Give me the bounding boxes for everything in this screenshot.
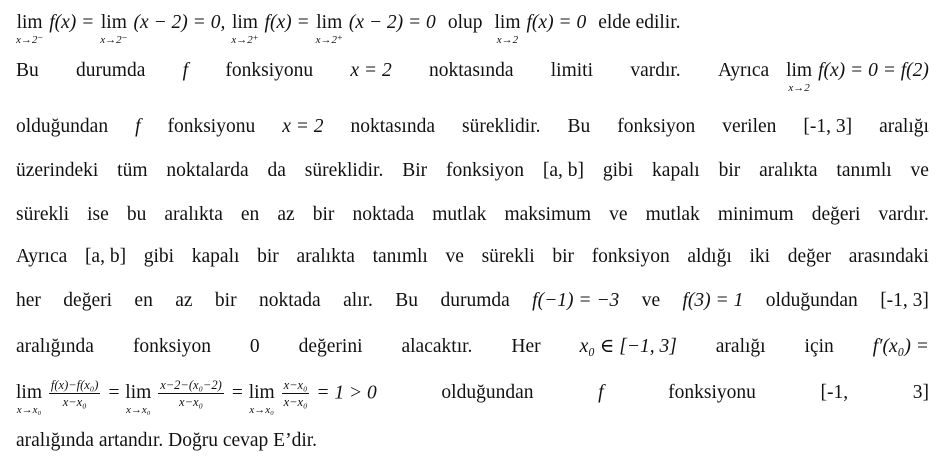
word: ve [609, 204, 628, 225]
word: Ayrıca lim x→2 f(x) = 0 = f(2) [717, 60, 929, 94]
word: değeri [811, 204, 861, 225]
word: Ayrıca [16, 246, 68, 267]
limit-x-to-x0: lim x→x₀ [125, 382, 152, 416]
word: aralıkta [759, 160, 818, 181]
word: da [267, 160, 286, 181]
word: Bu [16, 60, 39, 81]
text-line-3 [16, 116, 929, 138]
limit-two-sided: lim x→2 [786, 60, 813, 94]
word: ve [641, 290, 661, 311]
word: 3] [912, 382, 929, 404]
word: bir [214, 290, 237, 311]
text-line-6 [16, 246, 929, 268]
text-line-5 [16, 204, 929, 226]
word: durumda [76, 60, 146, 81]
math-expr: f(x) = 0 = f(2) [818, 60, 929, 81]
word: değerini [298, 336, 363, 357]
word: noktada [352, 204, 415, 225]
word: az [175, 290, 193, 311]
word: Her [511, 336, 541, 357]
word: tanımlı [836, 160, 892, 181]
word: noktasında [429, 60, 514, 81]
text-line-7 [16, 290, 929, 312]
derivative-limit-chain: lim x→x₀ $\frac{\text{f(x)−f(x₀)}}{\text{x−x₀}}$ = lim x→x₀ $\frac{\text{x−2−(x₀−2)}}{\text{x−x₀}}$ = lim x→x₀ $\frac{\text{x−x₀}}{\text{x−x₀}}$ = 1 > 0 [16, 378, 377, 416]
word: ve [445, 246, 464, 267]
word: noktada [258, 290, 321, 311]
word: en [134, 290, 153, 311]
math-x-eq-2: x = 2 [282, 116, 324, 137]
word: kapalı [191, 246, 240, 267]
word: bir [552, 246, 575, 267]
limit-x-to-x0: lim x→x₀ [248, 382, 275, 416]
word: elde edilir. [598, 12, 681, 33]
word: verilen [722, 116, 777, 137]
math-f-of-3: f(3) = 1 [682, 290, 744, 311]
word: 0 [249, 336, 260, 357]
math-expr: (x − 2) = 0, [133, 12, 226, 33]
word: üzerindeki [16, 160, 99, 181]
word: arasındaki [848, 246, 929, 267]
word: fonksiyon [132, 336, 211, 357]
word: az [277, 204, 295, 225]
word: her [16, 290, 41, 311]
word: [a, b] [84, 246, 127, 267]
word: fonksiyon [591, 246, 670, 267]
word: vardır. [630, 60, 681, 81]
word: aralıkta [164, 204, 223, 225]
word: tüm [117, 160, 148, 181]
math-fx: f(x) = [49, 12, 95, 33]
word: değeri [63, 290, 113, 311]
word: fonksiyon [445, 160, 524, 181]
word: maksimum [504, 204, 592, 225]
math-x-eq-2: x = 2 [350, 60, 392, 81]
word: bu [126, 204, 147, 225]
text-line-4 [16, 160, 929, 182]
word: Bir [402, 160, 428, 181]
word: değer [787, 246, 832, 267]
word: aralığında [16, 336, 94, 357]
word: [-1, [820, 382, 849, 404]
word: alır. [343, 290, 373, 311]
word: aralıkta [296, 246, 355, 267]
word: sürekli [16, 204, 70, 225]
limit-x-to-x0: lim x→x₀ [16, 382, 43, 416]
math-result: = 1 > 0 [316, 382, 377, 404]
math-expr: (x − 2) = 0 [348, 12, 436, 33]
word: bir [312, 204, 335, 225]
word: iki [749, 246, 771, 267]
limit-left-f: lim x→2⁻ [16, 12, 44, 46]
word: süreklidir. [461, 116, 541, 137]
math-x0-in-interval: x₀ ∈ [−1, 3] [579, 336, 677, 357]
word: noktalarda [166, 160, 249, 181]
word: bir [718, 160, 741, 181]
text-line-2 [16, 60, 929, 94]
word: mutlak [432, 204, 487, 225]
word: olup [447, 12, 483, 33]
word: ve [910, 160, 929, 181]
text-line-8 [16, 334, 929, 358]
word: fonksiyonu [167, 116, 256, 137]
math-f: f [182, 60, 189, 81]
math-f-of-minus-1: f(−1) = −3 [532, 290, 620, 311]
word: kapalı [652, 160, 700, 181]
word: fonksiyon [617, 116, 696, 137]
word: için [804, 336, 834, 357]
word: aldığı [687, 246, 732, 267]
word: tanımlı [372, 246, 428, 267]
math-derivative: f′(x₀) = [872, 336, 929, 357]
word: aralığı [715, 336, 766, 357]
fraction-difference-quotient: $\frac{\text{f(x)−f(x₀)}}{\text{x−x₀}}$ [50, 378, 99, 410]
word: süreklidir. [304, 160, 384, 181]
fraction-simplified: $\frac{\text{x−x₀}}{\text{x−x₀}}$ [283, 378, 308, 410]
word: limiti [550, 60, 594, 81]
math-fx: f(x) = [264, 12, 310, 33]
limit-right-expr: lim x→2⁺ [315, 12, 343, 46]
word: fonksiyonu [225, 60, 314, 81]
word: bir [257, 246, 279, 267]
limit-right-f: lim x→2⁺ [231, 12, 259, 46]
word: durumda [440, 290, 510, 311]
word: noktasında [350, 116, 435, 137]
word: Bu [567, 116, 591, 137]
text-line-10 [16, 430, 929, 452]
text-line-9 [16, 378, 929, 416]
limit-two-sided: lim x→2 [494, 12, 521, 46]
word: en [240, 204, 260, 225]
word: [-1, 3] [880, 290, 929, 311]
conclusion-text: aralığında artandır. Doğru cevap E’dir. [16, 430, 318, 451]
word: ise [87, 204, 109, 225]
word: [a, b] [542, 160, 584, 181]
math-f: f [135, 116, 141, 137]
word: olduğundan [441, 382, 534, 404]
word: vardır. [878, 204, 929, 225]
word: gibi [602, 160, 634, 181]
word: aralığı [879, 116, 929, 137]
math-fx: f(x) = 0 [526, 12, 587, 33]
word: minimum [717, 204, 794, 225]
word: sürekli [481, 246, 535, 267]
word: olduğundan [16, 116, 109, 137]
word: mutlak [645, 204, 700, 225]
word: Bu [395, 290, 419, 311]
word: [-1, 3] [803, 116, 853, 137]
fraction-substituted: $\frac{\text{x−2−(x₀−2)}}{\text{x−x₀}}$ [160, 378, 222, 410]
text-line-1 [16, 12, 929, 46]
word: alacaktır. [401, 336, 473, 357]
limit-left-expr: lim x→2⁻ [100, 12, 128, 46]
word: olduğundan [765, 290, 858, 311]
word: fonksiyonu [668, 382, 756, 404]
word: gibi [143, 246, 175, 267]
math-f: f [598, 382, 604, 404]
